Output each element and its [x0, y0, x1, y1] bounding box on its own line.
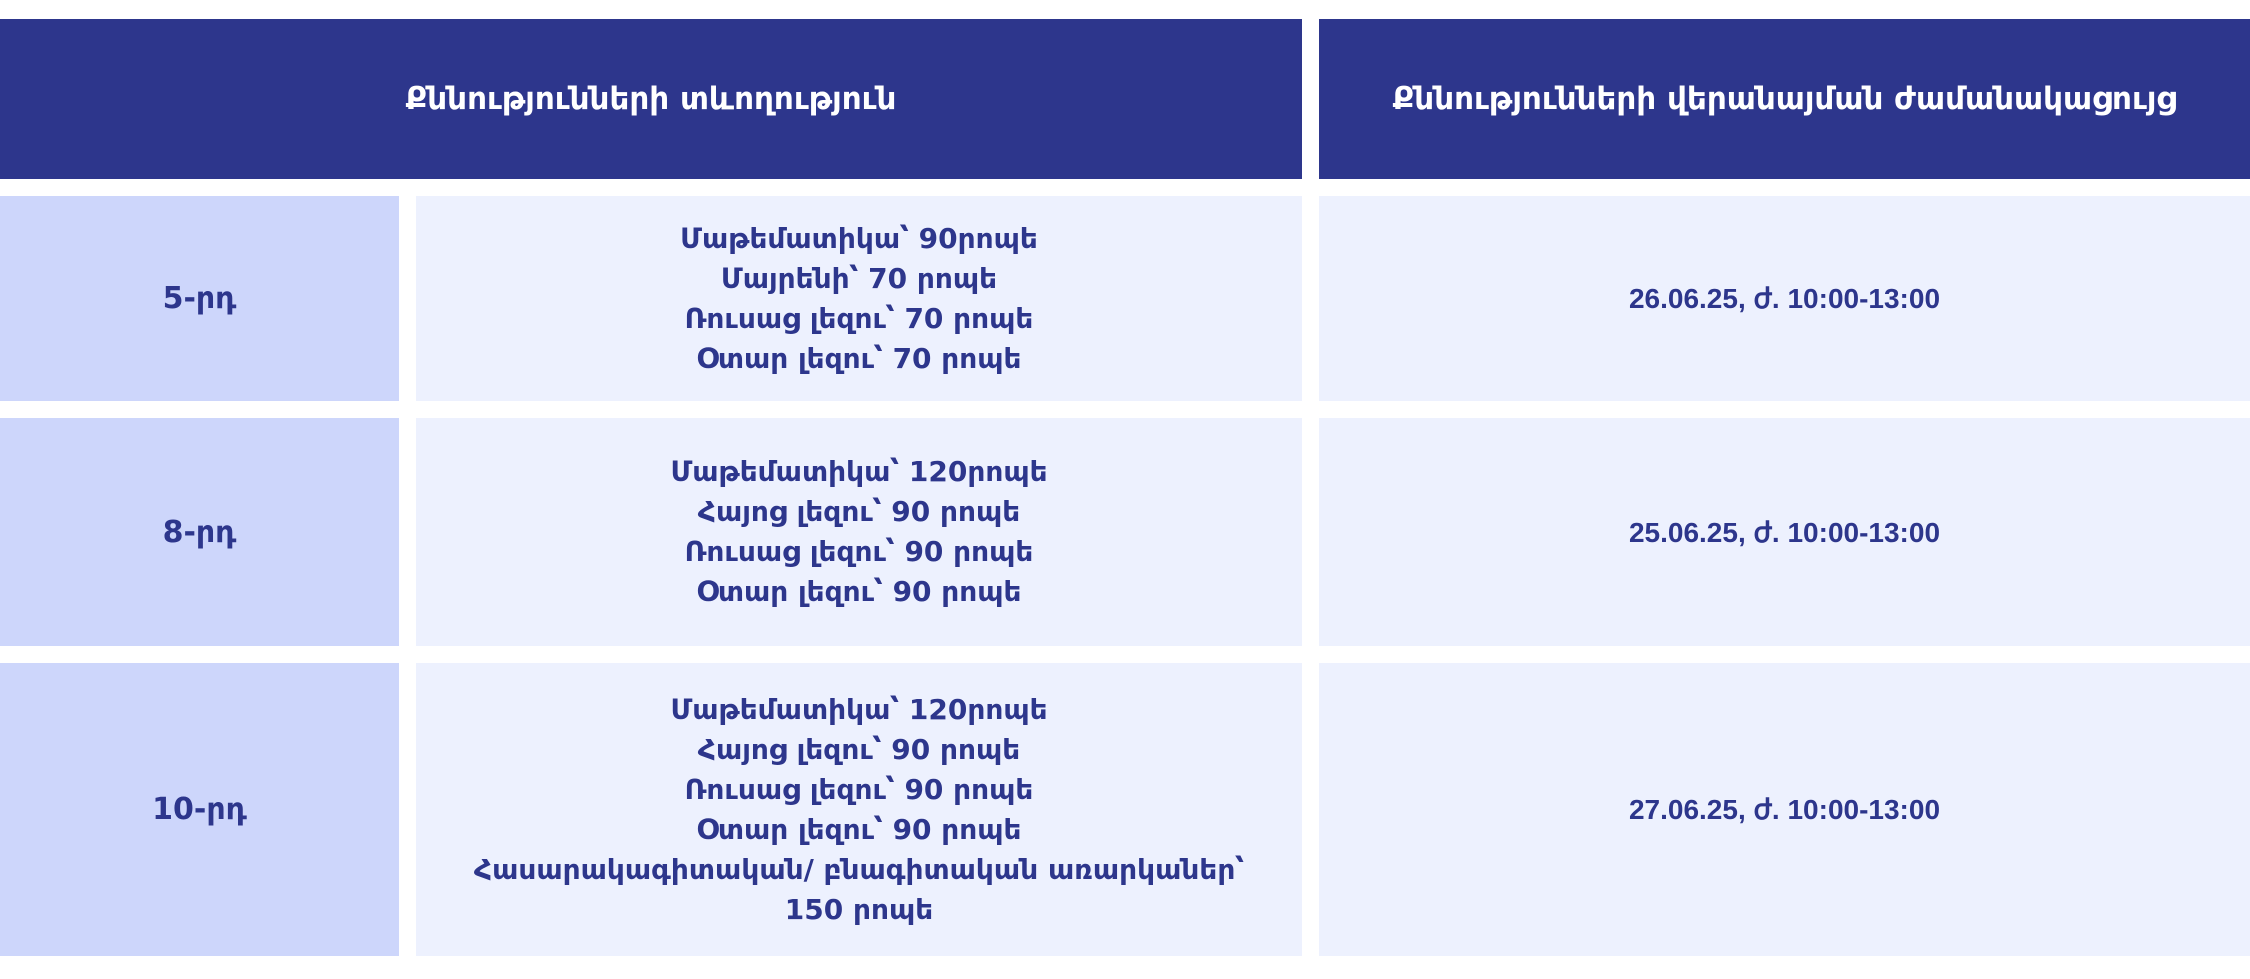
table-row-subjects: [416, 663, 1302, 956]
review-date: 26.06.25, ժ. 10:00-13:00: [1628, 283, 1941, 314]
review-date: 27.06.25, ժ. 10:00-13:00: [1628, 794, 1941, 825]
subject-line: Ռուսաց լեզու՝ 90 րոպե: [684, 535, 1034, 568]
review-date: 25.06.25, ժ. 10:00-13:00: [1628, 516, 1941, 548]
table-row-grade: [0, 196, 399, 401]
subject-line: Օտար լեզու՝ 70 րոպե: [696, 341, 1022, 375]
subject-line: Մաթեմատիկա՝ 120րոպե: [670, 455, 1048, 488]
grade-label: 10-րդ: [152, 792, 247, 827]
subject-line: Հայոց լեզու՝ 90 րոպե: [697, 495, 1021, 528]
header-review-schedule-label: Քննությունների վերանայման ժամանակացույց: [1392, 81, 2177, 117]
subject-line: Օտար լեզու՝ 90 րոպե: [696, 575, 1022, 608]
table-row-subjects: [416, 418, 1302, 646]
subject-line: Ռուսաց լեզու՝ 70 րոպե: [684, 301, 1034, 335]
subject-line: Մայրենի՝ 70 րոպե: [720, 261, 998, 295]
table-row-grade: [0, 418, 399, 646]
header-review-schedule: [1319, 19, 2250, 179]
table-row-date: [1319, 418, 2250, 646]
header-exam-duration: [0, 19, 1302, 179]
table-row-subjects: [416, 196, 1302, 401]
subject-line: Մաթեմատիկա՝ 120րոպե: [670, 692, 1048, 726]
table-row-grade: [0, 663, 399, 956]
grade-label: 5-րդ: [162, 281, 237, 316]
grade-label: 8-րդ: [162, 514, 237, 550]
subject-line: Ռուսաց լեզու՝ 90 րոպե: [684, 772, 1034, 806]
subject-line: Հայոց լեզու՝ 90 րոպե: [697, 732, 1021, 766]
subject-line: Մաթեմատիկա՝ 90րոպե: [680, 221, 1038, 255]
table-row-date: [1319, 196, 2250, 401]
subject-line: Հասարակագիտական/ բնագիտական առարկաներ՝: [473, 852, 1245, 886]
header-exam-duration-label: Քննությունների տևողություն: [405, 81, 897, 117]
subject-line: 150 րոպե: [784, 892, 934, 926]
table-row-date: [1319, 663, 2250, 956]
subject-line: Օտար լեզու՝ 90 րոպե: [696, 812, 1022, 846]
